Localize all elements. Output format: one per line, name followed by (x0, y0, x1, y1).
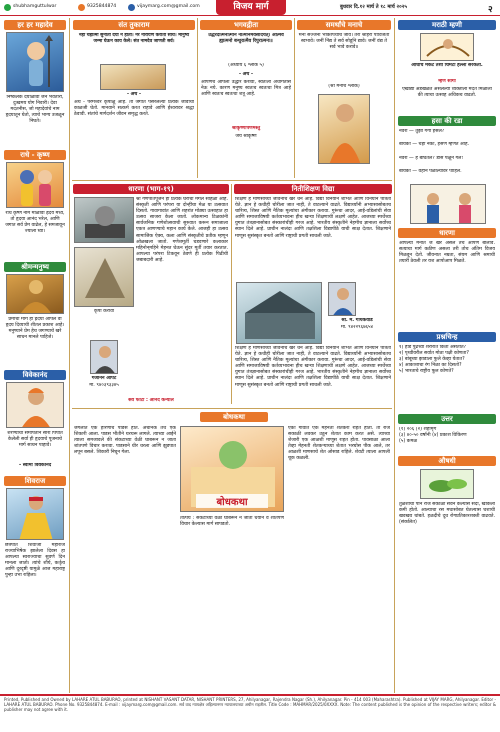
shiva-text: निष्कलंक दयाळावा जन भवतारी, दुःखमय योग निवारी। देवा मदतनीस, जो महादेवांचे नाम हृदयातून घेतो, त्याचे भाग्य उजळून निघते। (5, 95, 65, 125)
prashna-text: १) हाडे पुढच्या शरीरात किती असतात? २) पृथ्वीवरील सर्वात मोठा पक्षी कोणता? ३) बांबूच्या झाडाला फुले केव्हा येतात? ४) आकाशाचा रंग निळा का दिसतो? ५) भारताचे राष्ट्रीय फूल कोणते? (399, 345, 469, 375)
niti-author-phone: मो. ९४२२९६७६५४ (340, 325, 374, 330)
joke-a2: बायको — वहान पळाल्यावर पाहिलं. (399, 169, 462, 174)
tukaram-meaning: अर्थ - परमेश्वर कृपाळू आहे. तो जगात पसरलेल्या प्रत्येक जीवाची काळजी घेतो. मानवाने सत्कर्म करत राहावे आणि ईश्वरावर श्रद्धा ठेवावी. संतांचे मार्गदर्शन जीवन समृद्ध करते. (74, 100, 194, 118)
section-har-har-mahadev: हर हर महादेव (4, 20, 66, 30)
uttar-text: (१) २०६ (२) शहामृग (३) ४०-५० वर्षांनी (४) प्रकाश विकिरण (५) कमळ (399, 427, 467, 445)
divider-right (394, 18, 395, 693)
shiva-image (6, 32, 64, 92)
mhani-text: आधीच मर्कट तशी चिमटा हल्ली सरकती. (411, 63, 483, 68)
dharma-article-text: श्री गणपतिपूजन हा प्रत्येक घराचा मंगल सोहळा आहे. संस्कृती आणि परंपरा या दोन्हींचा मेळ या उत्सवात दिसतो. गावागावांत आणि शहरांत मोठ्या उत्साहात हा उत्सव साजरा केला जातो. लोकमान्य टिळकांनी सार्वजनिक गणेशोत्सवाची सुरुवात करून समाजाला एकत्र आणण्याचे महान कार्य केले. आजही हा उत्सव सामाजिक ऐक्य, कला आणि संस्कृतीचे प्रतीक म्हणून ओळखला जातो. गणेशमूर्ती घडवणारे कलाकार महिनोन्‌महिने मेहनत घेऊन सुंदर मूर्ती तयार करतात. आपल्या परंपरा टिकवून ठेवणे ही प्रत्येक पिढीची जबाबदारी आहे. (136, 197, 228, 263)
joke-q1: नवरा — तुझी गंगी हसेल? (399, 129, 445, 134)
mhani-meaning-label: म्हण सांगा (438, 79, 456, 84)
section-niti-article: नितीशिक्षण विद्या (234, 184, 392, 194)
joke-cartoon (410, 184, 486, 224)
krishna-image (6, 162, 64, 208)
whatsapp-handle: shubhamguttulwar (13, 4, 57, 9)
tukaram-image (100, 64, 166, 90)
dharma-author-photo (90, 340, 118, 374)
phone-number: 9325844874 (87, 4, 117, 9)
page-number: २ (488, 5, 493, 15)
top-bar (0, 0, 500, 16)
aushadhi-image (420, 469, 474, 499)
joke-a1: बायको — चहा नको, हसणं म्हणते आहे. (399, 142, 470, 147)
tukaram-meaning-title: - अर्थ - (126, 92, 142, 97)
bodh-center-text: तात्पर्य : संकटाच्या वेळी घाबरून न जाता धैर्याने व शांतपणे विचार केल्यास मार्ग सापडतो. (180, 516, 284, 528)
gita-meaning: आपणच आपला उद्धार करावा, स्वतःला अधोगतीस नेऊ नये. कारण मनुष्य स्वतःच स्वतःचा मित्र आहे आणि स्वतःच स्वतःचा शत्रू आहे. (201, 80, 291, 98)
dharma-author-phone: मो. ९४०३९३३४५ (89, 383, 119, 388)
divider-m2 (294, 18, 295, 178)
vivekanand-image (6, 382, 64, 428)
section-dharma-article: धारणा (भाग-१९) (73, 184, 229, 194)
mhani-meaning: एखाद्या अडखळत असलेल्या व्यक्तीला मदत मिळाली की त्याचा उत्साह अधिकच वाढतो. (402, 87, 492, 99)
gita-reference: (अध्याय ६ श्लोक ५) (228, 63, 264, 68)
tukaram-verse: नहीं चहात्मा सुनीतो दया न होतो। नर नारायण करीतो साथ। मानुष्य जन्मा घेऊन काय केले। संत नामदेव जाणती सर्व। (78, 33, 189, 45)
section-shrimanmanushya: श्रीमन्मनुष्य (4, 262, 66, 272)
niti-article-text-cont: शिक्षण हे माणसाच्या जीवनाचे खरे धन आहे. विद्या विनयाने शोभते आणि विनयाने पात्रता येते. ज्ञान हे कधीही चोरीला जात नाही, ते वाटल्याने वाढते. विद्यार्थ्यांनी अभ्यासासोबतच चारित्र्य, शिस्त आणि नैतिक मूल्यांचा अंगीकार करावा. गुरूंचा आदर, आई-वडिलांची सेवा आणि समाजाविषयी कर्तव्यभावना हीच खऱ्या शिक्षणाची लक्षणे आहेत. आजच्या स्पर्धेच्या युगात तंत्रज्ञानासोबत संस्कारांचीही गरज आहे. भारतीय संस्कृतीने नेहमीच ज्ञानाला सर्वोच्च स्थान दिले आहे. प्राचीन नालंदा आणि तक्षशिला विद्यापीठे याची साक्ष देतात. शिक्षणाने माणूस सुसंस्कृत बनतो आणि राष्ट्राची प्रगती साधली जाते. (235, 346, 391, 388)
divider-left (69, 18, 70, 693)
niti-author-name: श्री. म. गायकवाड (341, 318, 373, 323)
dharma-right-text: आपल्या मनात जे खरे असेल तेच आपण बोलावे. सत्याचा मार्ग कठीण असला तरी तोच अंतिम विजय मिळवून देतो. जीवनात नम्रता, संयम आणि श्रमाची तयारी ठेवली तर यश आपोआप मिळते. (399, 241, 495, 265)
dharma-article-image-mid (74, 247, 134, 307)
footer-rule (0, 694, 500, 696)
gita-verse: उद्धरेदात्मनात्मानं नात्मानमवसादयेत्। आत्मैव ह्यात्मनो बन्धुरात्मैव रिपुरात्मनः॥ (208, 33, 284, 45)
section-sant-tukaram: संत तुकाराम (73, 20, 195, 30)
aushadhi-text: तुळशीची पाने रोज सकाळी सेवन केल्यास सर्दी, खोकला कमी होतो. आल्याचा रस मधासोबत घेतल्यास घशाची खवखव थांबते. हळदीचे दूध रोगप्रतिकारशक्ती वाढवते. (संकलित) (399, 502, 495, 526)
samarth-verse: मना सज्जना भक्तिपंथेचि जावे। तरी श्रीहरी पाविजेतो स्वभावे। जनीं निंद्य ते सर्व सोडूनि द्यावे। जनीं वंद्य ते सर्व भावे करावे॥ (298, 33, 390, 51)
section-marathi-mhani: मराठी म्हणी (398, 20, 496, 30)
bodh-center-heading: बोधकथा (196, 494, 268, 508)
section-prashnachinha: प्रश्नचिन्ह (398, 332, 496, 342)
dharma-author-name: गजानन आपटे (91, 376, 117, 381)
dharma-article-image-top (74, 197, 134, 243)
niti-article-image (236, 282, 322, 344)
section-bhagwadgita: भगवद्गीता (200, 20, 292, 30)
divider-m1 (197, 18, 198, 178)
manushya-text: प्रेमाचा मार्ग हा ह्रदया आपले वा हृदय दिव्याची शीतल प्रकाश आहे। मनुष्याने प्रेम हेच जगण्याचे खरे साधन मानले पाहिजे। (5, 317, 65, 341)
section-vivekanand: विवेकानंद (4, 370, 66, 380)
section-dharma-right: धारणा (398, 228, 496, 238)
bodh-left-text: जंगलात एक हरिणीचे पाडस होते. अचानक तेथे एक शिकारी आला. पाडस भीतीने थरथरू लागले. त्याच्या आईने त्याला समजावले की संकटाच्या वेळी घाबरून न जाता शांतपणे विचार करावा. पाडसाने धीर धरला आणि झुडपात लपून बसले. शिकारी निघून गेला. (74, 426, 176, 456)
section-hasa-ki-rada: हसा की रडा (398, 116, 496, 126)
shivaji-image (6, 488, 64, 540)
gita-sub-sign: जय श्रीकृष्ण (235, 134, 257, 139)
phone-icon (78, 4, 85, 11)
samarth-reference: (श्री मनाचे श्लोक) (328, 84, 360, 89)
issue-date: बुधवार दि.१२ मार्च ते १८ मार्च २०२५ (340, 4, 407, 10)
mhani-image (420, 33, 474, 61)
section-radhe-krishna: राधे - कृष्ण (4, 150, 66, 160)
niti-article-text: शिक्षण हे माणसाच्या जीवनाचे खरे धन आहे. विद्या विनयाने शोभते आणि विनयाने पात्रता येते. ज्ञान हे कधीही चोरीला जात नाही, ते वाटल्याने वाढते. विद्यार्थ्यांनी अभ्यासासोबतच चारित्र्य, शिस्त आणि नैतिक मूल्यांचा अंगीकार करावा. गुरूंचा आदर, आई-वडिलांची सेवा आणि समाजाविषयी कर्तव्यभावना हीच खऱ्या शिक्षणाची लक्षणे आहेत. आजच्या स्पर्धेच्या युगात तंत्रज्ञानासोबत संस्कारांचीही गरज आहे. भारतीय संस्कृतीने नेहमीच ज्ञानाला सर्वोच्च स्थान दिले आहे. प्राचीन नालंदा आणि तक्षशिला विद्यापीठे याची साक्ष देतात. शिक्षणाने माणूस सुसंस्कृत बनतो आणि राष्ट्राची प्रगती साधली जाते. (235, 197, 391, 239)
section-shivrajya: शिवराज (4, 476, 66, 486)
divider-mid-articles (231, 184, 232, 404)
vivekanand-text: शरण्याचा समर्पितीने सारी पिपीते केलेली सर्वा ही हृदयाचे पूजनाचे मार्ग साधन पाहावे। (7, 431, 63, 449)
whatsapp-icon (4, 4, 11, 11)
middle-rule-bottom (72, 408, 392, 409)
middle-rule-top (72, 180, 392, 181)
section-samarth: समर्थांचे मनाचे (297, 20, 391, 30)
gita-meaning-title: - अर्थ - (238, 72, 254, 77)
gita-sub-title: श्रीकृष्णार्पणमस्तु (231, 126, 261, 131)
bodh-right-text: एका गावात एक मेहनती शेतकरी राहत होता. तो रोज सकाळी लवकर उठून शेतात काम करत असे. त्याच्या शेजारी एक आळशी माणूस राहत होता. पावसाळा आला तेव्हा मेहनती शेतकऱ्याच्या शेतात भरघोस पीक आले, तर आळशी माणसाचे शेत ओसाड राहिले. शेवटी त्याला आपली चूक कळली. (288, 426, 390, 462)
niti-author-photo (328, 282, 356, 316)
joke-q2: नवरा — हे बघितलं? डास पळून गेले! (399, 156, 464, 161)
samarth-image (318, 94, 370, 164)
buddha-image (6, 274, 64, 314)
brand-logo: विजय मार्ग (216, 0, 286, 15)
krishna-text: राधे कृष्ण नाम माळावा ह्रदय मध्ये, तो हृदया आनंद भरेल, आणि जगात सर्व प्रेम वाढेल, हे समजावून ज्याला घ्या। (5, 211, 65, 235)
section-bodhkatha: बोधकथा (200, 412, 268, 422)
footer-imprint: Printed, Published and Owned by LAHARE ATUL BABURAO, printed at NISHANT VASANT DATAR, NISHANT PRINTERS, 27, Ahilyanagar, Rajendra Nagar (Sh.), Ahilyanagar. Pin - 414 003 (Maharashtra). Published at VIJAY MARG, Ahilyanagar. Editor - LAHARE ATUL BABURAO. Phone No. 9325844874. E-mail : vijaymarg.com@gmail.com. सर्व वाद न्यायक्षेत्र अहिल्यानगर न्यायालयाच्या अधीन राहतील. Title Code : MAHMAR/2025/0XXXX. Note: The content published is the opinion of the respective writers; editor & publisher may not agree with it. (4, 697, 496, 713)
email: vijaymarg.com@gmail.com (137, 4, 200, 9)
vivekanand-sign: – स्वामी विवेकानंद (18, 463, 52, 468)
section-uttar: उत्तर (398, 414, 496, 424)
section-aushadhi: औषधी (398, 456, 496, 466)
shivrajya-text: छत्रपति शिवाजी महाराज राज्याभिषेक झालेला दिवस हा आपल्या स्वराज्याचा सुवर्ण दिन मानला जातो। त्यांचे शौर्य, कर्तृत्व आणि दूरदृष्टी यामुळे आज महाराष्ट्र पुन्हा उभा राहिला। (5, 543, 65, 579)
dharma-byline: सर्व फोटो : आनंद कन्याल (128, 398, 174, 403)
email-icon (128, 4, 135, 11)
dharma-article-caption: कृपा करावी (94, 309, 114, 314)
